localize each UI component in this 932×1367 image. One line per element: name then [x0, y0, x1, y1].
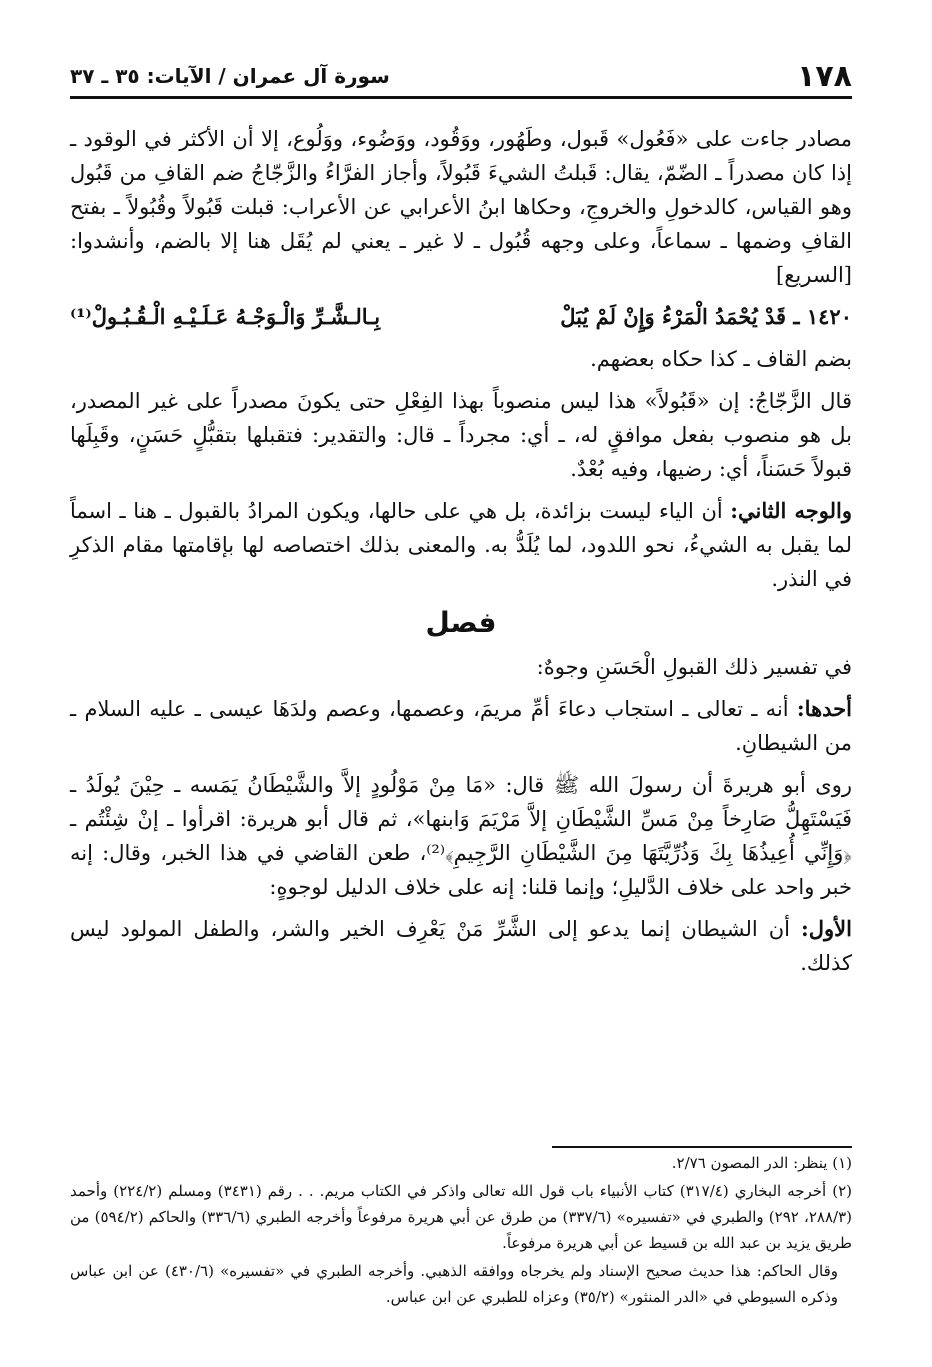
page-header: [70, 60, 852, 92]
paragraph-text: أن الياء ليست بزائدة، بل هي على حالها، ويكون المرادُ بالقبول ـ هنا ـ اسماً لما يقبل به الشيءُ، نحو اللدود، لما يُلَدُّ به. والمعنى بذلك اختصاصه لها بإقامتها مقام الذكرِ في النذر.: [70, 499, 852, 591]
footnotes: [70, 1150, 852, 1312]
paragraph-lead: الأول:: [801, 916, 852, 941]
footnote: (١) ينظر: الدر المصون ٢/٧٦.: [671, 1154, 852, 1172]
paragraph-text: أن الشيطان إنما يدعو إلى الشَّرِّ مَنْ يَعْرِف الخير والشر، والطفل المولود ليس كذلك.: [70, 917, 852, 975]
paragraph-text: أنه ـ تعالى ـ استجاب دعاءَ أمِّ مريمَ، وعصمها، وعصم ولدَهَا عيسى ـ عليه السلام ـ من الشيطانِ.: [70, 697, 852, 755]
footnote-continuation: وقال الحاكم: هذا حديث صحيح الإسناد ولم يخرجاه ووافقه الذهبي. وأخرجه الطبري في «تفسيره» (٤٣٠/٦) عن ابن عباس وذكره السيوطي في «الدر المنثور» (٣٥/٢) وعزاه للطبري عن ابن عباس.: [70, 1262, 838, 1306]
paragraph: روى أبو هريرةَ أن رسولَ الله ﷺ قال: «مَا مِنْ مَوْلُودٍ إلاَّ والشَّيْطَانُ يَمَسه ـ حِيْنَ يُولَدُ ـ فَيَسْتَهِلُّ صَارِخاً مِنْ مَسِّ الشَّيْطَانِ إلاَّ مَرْيَمَ وَابنها»، ثم قال أبو هريرة: اقرأوا ـ إنْ شِئْتُم ـ ﴿وَإِنِّي أُعِيذُهَا بِكَ وَذُرِّيَّتَهَا مِنَ الشَّيْطَانِ الرَّجِيمِ﴾⁽²⁾، طعن القاضي في هذا الخبر، وقال: إنه خبر واحد على خلاف الدَّليلِ؛ وإنما قلنا: إنه على خلاف الدليل لوجوهٍ:: [70, 773, 852, 899]
poetry-verse: [70, 300, 852, 334]
running-title: سورة آل عمران / الآيات: ٣٥ ـ ٣٧: [70, 64, 390, 88]
paragraph: بضم القاف ـ كذا حكاه بعضهم.: [590, 347, 852, 371]
paragraph: في تفسير ذلك القبولِ الْحَسَنِ وجوهٌ:: [536, 655, 852, 679]
verse-second-hemistich: بِـالـشَّـرِّ وَالْـوَجْـهُ عَـلَـيْـهِ الْـقُـبُـولْ⁽¹⁾: [70, 304, 381, 329]
paragraph: [70, 692, 852, 760]
paragraph: قال الزَّجّاجُ: إن «قَبُولاً» هذا ليس منصوباً بهذا الفِعْلِ حتى يكونَ مصدراً على غير المصدر، بل هو منصوب بفعل موافقٍ له، ـ أي: مجرداً ـ قال: والتقدير: فتقبلها بتقبُّلٍ حَسَنٍ، وقَبِلَها قبولاً حَسَناً، أي: رضيها، وفيه بُعْدٌ.: [70, 389, 852, 481]
footnote-rule: [552, 1146, 852, 1148]
paragraph-lead: أحدها:: [796, 696, 852, 721]
main-text: [70, 122, 852, 988]
book-page: [70, 52, 852, 1367]
page-number: ١٧٨: [797, 58, 852, 94]
paragraph: مصادر جاءت على «فَعُول» قَبول، وطَهُور، ووَقُود، ووَضُوء، ووَلُوع، إلا أن الأكثر في الوقود ـ إذا كان مصدراً ـ الضّمّ، يقال: قَبلتُ الشيءَ قَبُولاً، وأجاز الفرَّاءُ والزَّجّاجُ ضم القافِ من قَبُول وهو القياس، كالدخولِ والخروجِ، وحكاها ابنُ الأعرابي عن الأعراب: قبلت قَبُولاً وقُبُولاً ـ بفتح القافِ وضمها ـ سماعاً، وعلى وجهه قُبُول ـ لا غير ـ يعني لم يُقَل هنا إلا بالضم، وأنشدوا: [السريع]: [70, 127, 852, 287]
paragraph: [70, 912, 852, 980]
paragraph: [70, 494, 852, 596]
section-title: فصل: [425, 606, 497, 639]
verse-first-hemistich: ١٤٢٠ ـ قَدْ يُحْمَدُ الْمَرْءُ وَإِنْ لَمْ يُبَلْ: [560, 304, 852, 329]
paragraph-lead: والوجه الثاني:: [730, 498, 852, 523]
header-rule: [70, 96, 852, 99]
footnote: (٢) أخرجه البخاري (٣١٧/٤) كتاب الأنبياء باب قول الله تعالى واذكر في الكتاب مريم. . . رقم (٣٤٣١) ومسلم (٢٢٤/٢) وأحمد (٢٨٨/٣، ٢٩٢) والطبري في «تفسيره» (٣٣٧/٦) من طرق عن أبي هريرة مرفوعاً وأخرجه الطبري (٣٣٦/٦) والحاكم (٥٩٤/٢) من طريق يزيد بن عبد الله بن قسيط عن أبي هريرة مرفوعاً.: [70, 1182, 852, 1252]
